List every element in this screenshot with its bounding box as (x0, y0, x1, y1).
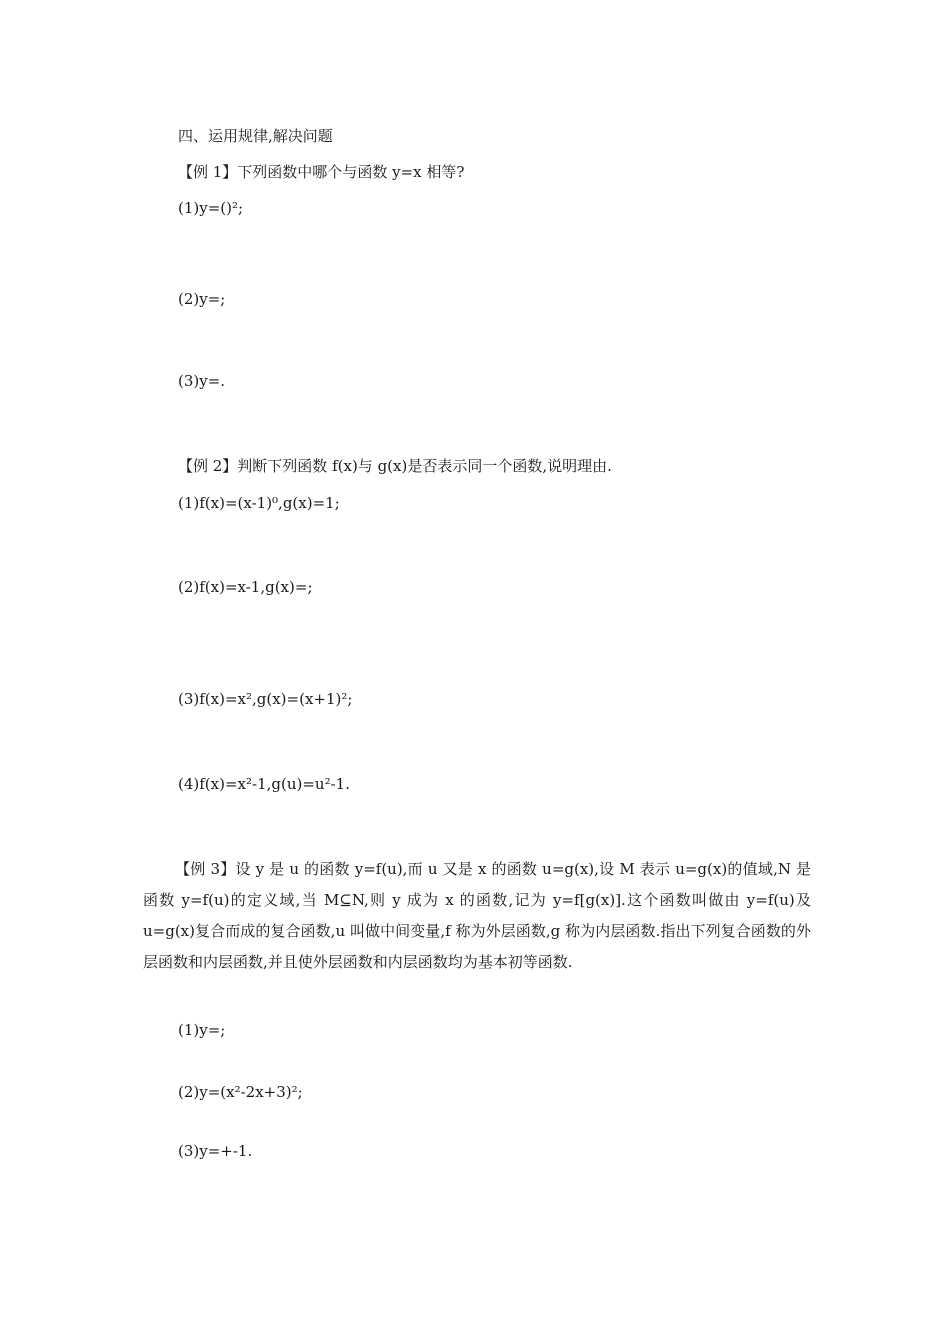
section-title: 四、运用规律,解决问题 (178, 127, 333, 145)
example2-item-2: (2)f(x)=x-1,g(x)=; (178, 578, 313, 596)
example2-item-3: (3)f(x)=x²,g(x)=(x+1)²; (178, 690, 353, 708)
example3-item-2: (2)y=(x²-2x+3)²; (178, 1083, 303, 1101)
example3-item-1: (1)y=; (178, 1021, 226, 1039)
example1-heading: 【例 1】下列函数中哪个与函数 y=x 相等? (178, 163, 465, 181)
example3-paragraph: 【例 3】设 y 是 u 的函数 y=f(u),而 u 又是 x 的函数 u=g(x),设 M 表示 u=g(x)的值域,N 是函数 y=f(u)的定义域,当 M⊆N,则 y 成为 x 的函数,记为 y=f[g(x)].这个函数叫做由 y=f(u)及 u=g(x)复合而成的复合函数,u 叫做中间变量,f 称为外层函数,g 称为内层函数.指出下列复合函数的外层函数和内层函数,并且使外层函数和内层函数均为基本初等函数. (143, 860, 811, 971)
example2-item-1: (1)f(x)=(x-1)⁰,g(x)=1; (178, 494, 340, 512)
example2-item-4: (4)f(x)=x²-1,g(u)=u²-1. (178, 775, 350, 793)
example1-item-3: (3)y=. (178, 372, 226, 390)
example2-heading: 【例 2】判断下列函数 f(x)与 g(x)是否表示同一个函数,说明理由. (178, 457, 612, 475)
example1-item-1: (1)y=()²; (178, 199, 244, 217)
example3-item-3: (3)y=+-1. (178, 1142, 253, 1160)
example1-item-2: (2)y=; (178, 290, 226, 308)
example3-paragraph-block (143, 854, 811, 978)
